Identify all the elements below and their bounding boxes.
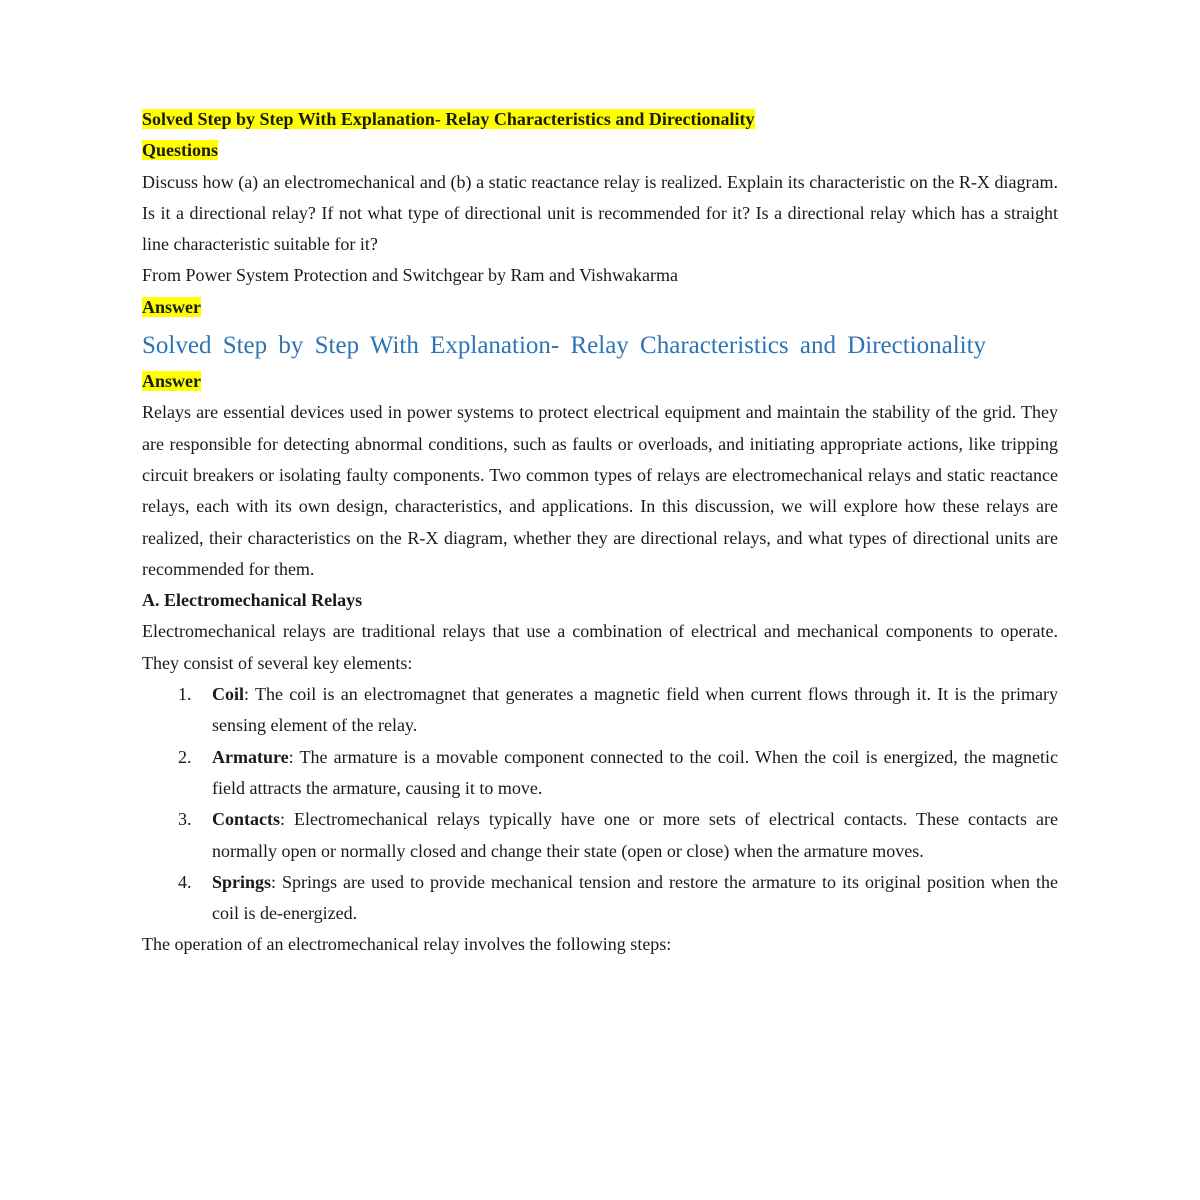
answer-label: Answer bbox=[142, 296, 201, 317]
list-item bbox=[142, 742, 1058, 805]
source-text: From Power System Protection and Switchgear by Ram and Vishwakarma bbox=[142, 265, 679, 286]
questions-line bbox=[142, 135, 1058, 166]
list-term: Contacts bbox=[212, 809, 280, 830]
list-term: Coil bbox=[212, 684, 245, 705]
list-item bbox=[142, 679, 1058, 742]
document-body bbox=[142, 104, 1058, 961]
section-a-intro: Electromechanical relays are traditional relays that use a combination of electrical and mechanical components to operate. They consist of several key elements: bbox=[142, 621, 1058, 673]
title-line bbox=[142, 104, 1058, 135]
list-term: Armature bbox=[212, 746, 289, 767]
answer-label: Answer bbox=[142, 371, 201, 392]
list-number: 1. bbox=[178, 684, 192, 705]
list-item bbox=[142, 804, 1058, 867]
list-text: : Electromechanical relays typically have one or more sets of electrical contacts. These contacts are normally open or normally closed and change their state (open or close) when the armature moves. bbox=[212, 809, 1058, 861]
list-text: : Springs are used to provide mechanical tension and restore the armature to its original position when the coil is de-energized. bbox=[212, 871, 1058, 924]
list-text: : The coil is an electromagnet that generates a magnetic field when current flows through it. It is the primary sensing element of the relay. bbox=[212, 684, 1058, 736]
list-number: 2. bbox=[178, 746, 192, 767]
questions-label: Questions bbox=[142, 140, 219, 161]
elements-list bbox=[142, 679, 1058, 929]
section-heading: Solved Step by Step With Explanation- Relay Characteristics and Directionality bbox=[142, 332, 987, 360]
list-item bbox=[142, 867, 1058, 930]
answer-line-1 bbox=[142, 292, 1058, 323]
document-title: Solved Step by Step With Explanation- Relay Characteristics and Directionality bbox=[142, 109, 755, 129]
question-text: Discuss how (a) an electromechanical and (b) a static reactance relay is realized. Explain its characteristic on the R-X diagram. Is it a directional relay? If not what type of directional unit is recommended for it? Is a directional relay which has a straight line characteristic suitable for it? bbox=[142, 171, 1058, 255]
closing-text: The operation of an electromechanical relay involves the following steps: bbox=[142, 934, 672, 955]
intro-paragraph: Relays are essential devices used in power systems to protect electrical equipment and maintain the stability of the grid. They are responsible for detecting abnormal conditions, such as faults or overloads, and initiating appropriate actions, like tripping circuit breakers or isolating faulty components. Two common types of relays are electromechanical relays and static reactance relays, each with its own design, characteristics, and applications. In this discussion, we will explore how these relays are realized, their characteristics on the R-X diagram, whether they are directional relays, and what types of directional units are recommended for them. bbox=[142, 402, 1058, 579]
answer-line-2 bbox=[142, 366, 1058, 397]
list-text: : The armature is a movable component connected to the coil. When the coil is energized, the magnetic field attracts the armature, causing it to move. bbox=[212, 746, 1058, 798]
section-a-title: A. Electromechanical Relays bbox=[142, 590, 363, 611]
list-number: 4. bbox=[178, 871, 192, 892]
list-term: Springs bbox=[212, 871, 272, 892]
list-number: 3. bbox=[178, 809, 192, 830]
